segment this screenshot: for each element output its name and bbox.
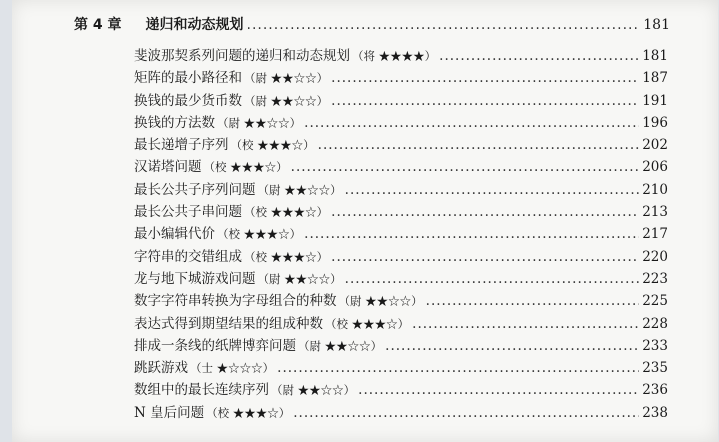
difficulty-rating: （尉 ★★☆☆） [244,93,329,108]
leader-dots [291,159,640,175]
entry-page-number: 196 [642,114,668,131]
leader-dots [277,360,639,376]
leader-dots [345,271,640,287]
difficulty-rating: （尉 ★★☆☆） [217,115,302,130]
difficulty-rating: （尉 ★★☆☆） [298,338,383,353]
difficulty-rating: （校 ★★★☆） [230,138,315,153]
leader-dots [439,48,639,64]
entry-page-number: 235 [642,360,668,377]
entry-page-number: 202 [642,137,668,154]
toc-entry [134,178,668,200]
toc-entry [134,312,668,334]
leader-dots [304,115,639,131]
entry-page-number: 236 [642,382,668,399]
toc-entry [134,401,668,423]
toc-entry-list [134,44,668,423]
leader-dots [318,137,640,153]
leader-dots [358,382,639,398]
entry-page-number: 206 [642,159,668,176]
difficulty-rating: （将 ★★★★） [352,49,437,63]
leader-dots [304,226,639,242]
entry-title: 排成一条线的纸牌博弈问题 [134,337,296,354]
leader-dots [331,70,639,86]
difficulty-rating: （校 ★★★☆） [244,249,329,264]
toc-page [12,0,718,442]
difficulty-rating: （校 ★★★☆） [206,405,291,420]
leader-dots [293,405,639,421]
entry-page-number: 191 [642,92,668,109]
difficulty-rating: （尉 ★★☆☆） [338,294,423,309]
entry-page-number: 187 [642,70,668,87]
leader-dots [331,204,639,220]
difficulty-rating: （尉 ★★☆☆） [257,271,342,286]
entry-page-number: 220 [642,248,668,265]
toc-entry [134,89,668,111]
entry-page-number: 181 [642,48,668,64]
entry-title: 数组中的最长连续序列 [134,382,269,399]
toc-entry [134,133,668,155]
entry-title: 最小编辑代价 [134,226,215,243]
toc-entry [134,200,668,222]
leader-dots [331,249,639,265]
entry-title: 斐波那契系列问题的递归和动态规划 [134,48,350,64]
chapter-heading [74,14,670,36]
entry-page-number: 238 [642,404,668,421]
entry-title: 最长公共子串问题 [134,204,242,221]
entry-page-number: 228 [642,315,668,332]
toc-entry [134,289,668,311]
toc-entry [134,334,668,356]
toc-entry [134,378,668,400]
toc-entry [134,44,668,66]
entry-page-number: 217 [642,226,668,243]
toc-entry [134,111,668,133]
difficulty-rating: （尉 ★★☆☆） [271,383,356,398]
toc-entry [134,222,668,244]
chapter-title: 递归和动态规划 [145,17,244,33]
entry-page-number: 223 [642,270,668,287]
entry-page-number: 210 [642,181,668,198]
chapter-page-number: 181 [643,17,670,33]
toc-entry [134,66,668,88]
entry-page-number: 213 [642,204,668,221]
entry-title: 最长公共子序列问题 [134,181,256,198]
chapter-number: 第 4 章 [74,17,122,33]
entry-title: 跳跃游戏 [134,360,188,377]
entry-page-number: 225 [642,293,668,310]
entry-title: 换钱的最少货币数 [134,92,242,109]
entry-title: N 皇后问题 [134,404,205,421]
entry-title: 最长递增子序列 [134,137,229,154]
difficulty-rating: （校 ★★★☆） [217,227,302,242]
leader-dots [345,182,640,198]
toc-entry [134,155,668,177]
entry-title: 字符串的交错组成 [134,248,242,265]
difficulty-rating: （校 ★★★☆） [203,160,288,175]
entry-title: 汉诺塔问题 [134,159,202,176]
toc-entry [134,267,668,289]
leader-dots [426,293,640,309]
entry-title: 换钱的方法数 [134,114,215,131]
difficulty-rating: （士 ★☆☆☆） [190,361,275,376]
difficulty-rating: （校 ★★★☆） [325,316,410,331]
toc-entry [134,245,668,267]
leader-dots [247,17,641,33]
difficulty-rating: （校 ★★★☆） [244,205,329,220]
difficulty-rating: （尉 ★★☆☆） [244,71,329,86]
leader-dots [331,93,639,109]
entry-title: 数字字符串转换为字母组合的种数 [134,293,337,310]
leader-dots [412,316,639,332]
toc-entry [134,356,668,378]
difficulty-rating: （尉 ★★☆☆） [257,182,342,197]
entry-title: 龙与地下城游戏问题 [134,270,256,287]
entry-page-number: 233 [642,337,668,354]
entry-title: 矩阵的最小路径和 [134,70,242,87]
leader-dots [385,338,639,354]
entry-title: 表达式得到期望结果的组成种数 [134,315,323,332]
